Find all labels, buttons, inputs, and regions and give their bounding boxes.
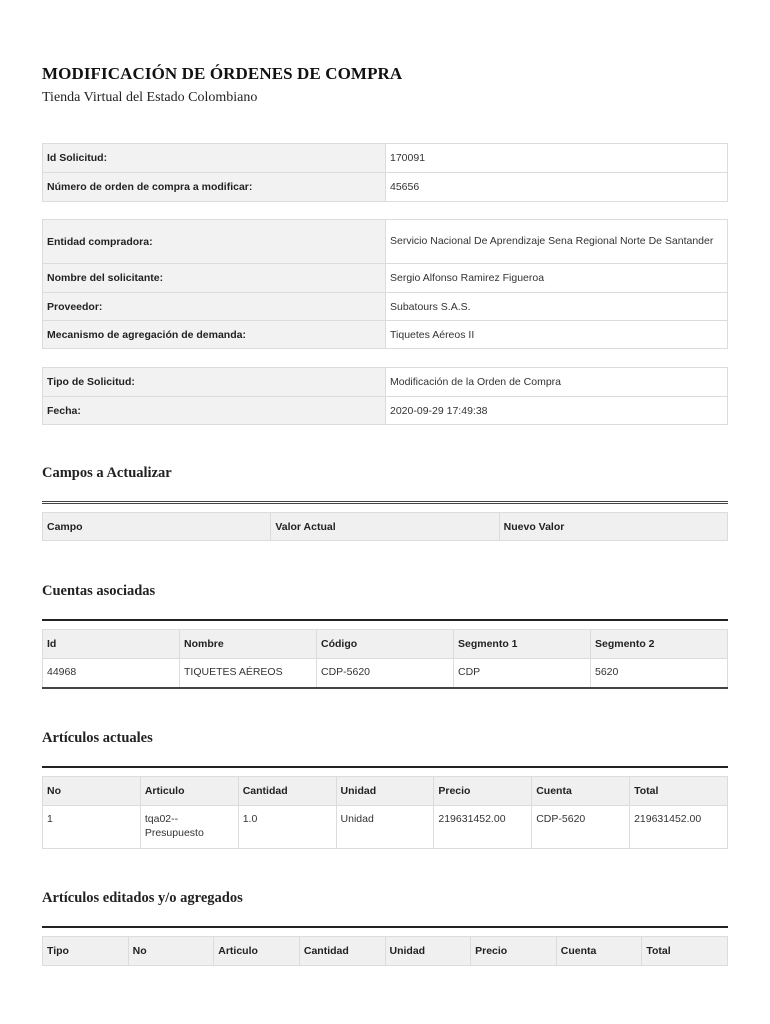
tipo-label: Tipo de Solicitud:	[43, 368, 386, 397]
table-header-row	[43, 630, 728, 659]
column-header: Valor Actual	[271, 513, 499, 541]
info-row	[43, 144, 728, 173]
section-divider	[42, 619, 728, 621]
column-header: Cuenta	[556, 937, 642, 966]
info-table-tipo	[42, 367, 728, 425]
info-row	[43, 397, 728, 425]
column-header: Total	[630, 777, 728, 806]
table-cell: 44968	[43, 659, 180, 688]
table-cell: 219631452.00	[434, 806, 532, 849]
articulos-actuales-table	[42, 776, 728, 849]
info-row	[43, 368, 728, 397]
mecanismo-value: Tiquetes Aéreos II	[386, 321, 728, 349]
table-cell: 5620	[591, 659, 728, 688]
info-row	[43, 220, 728, 264]
section-title-campos: Campos a Actualizar	[42, 465, 172, 481]
section-divider	[42, 501, 728, 504]
table-cell: CDP-5620	[317, 659, 454, 688]
solicitante-label: Nombre del solicitante:	[43, 264, 386, 293]
column-header: Unidad	[385, 937, 471, 966]
orden-label: Número de orden de compra a modificar:	[43, 173, 386, 202]
page-subtitle: Tienda Virtual del Estado Colombiano	[42, 90, 258, 105]
column-header: No	[43, 777, 141, 806]
column-header: Nombre	[180, 630, 317, 659]
proveedor-value: Subatours S.A.S.	[386, 293, 728, 321]
column-header: Total	[642, 937, 728, 966]
column-header: Segmento 1	[454, 630, 591, 659]
info-table-entidad	[42, 219, 728, 349]
entidad-value: Servicio Nacional De Aprendizaje Sena Regional Norte De Santander	[386, 220, 728, 264]
campos-table	[42, 512, 728, 541]
column-header: Cantidad	[238, 777, 336, 806]
page-title: MODIFICACIÓN DE ÓRDENES DE COMPRA	[42, 64, 403, 83]
column-header: Cantidad	[299, 937, 385, 966]
column-header: Código	[317, 630, 454, 659]
column-header: Tipo	[43, 937, 129, 966]
cuentas-table	[42, 629, 728, 689]
column-header: Precio	[434, 777, 532, 806]
orden-value: 45656	[386, 173, 728, 202]
column-header: Unidad	[336, 777, 434, 806]
section-title-cuentas: Cuentas asociadas	[42, 583, 156, 599]
table-cell: Unidad	[336, 806, 434, 849]
mecanismo-label: Mecanismo de agregación de demanda:	[43, 321, 386, 349]
column-header: Articulo	[140, 777, 238, 806]
column-header: Segmento 2	[591, 630, 728, 659]
table-header-row	[43, 777, 728, 806]
info-row	[43, 321, 728, 349]
column-header: Articulo	[214, 937, 300, 966]
section-title-articulos-editados: Artículos editados y/o agregados	[42, 890, 243, 906]
id-solicitud-value: 170091	[386, 144, 728, 173]
table-cell: CDP-5620	[532, 806, 630, 849]
table-cell: 1	[43, 806, 141, 849]
id-solicitud-label: Id Solicitud:	[43, 144, 386, 173]
column-header: No	[128, 937, 214, 966]
tipo-value: Modificación de la Orden de Compra	[386, 368, 728, 397]
info-row	[43, 264, 728, 293]
column-header: Cuenta	[532, 777, 630, 806]
column-header: Precio	[471, 937, 557, 966]
section-divider	[42, 766, 728, 768]
section-divider	[42, 926, 728, 928]
table-cell: CDP	[454, 659, 591, 688]
fecha-value: 2020-09-29 17:49:38	[386, 397, 728, 425]
column-header: Nuevo Valor	[499, 513, 727, 541]
info-row	[43, 173, 728, 202]
table-cell: 1.0	[238, 806, 336, 849]
solicitante-value: Sergio Alfonso Ramirez Figueroa	[386, 264, 728, 293]
proveedor-label: Proveedor:	[43, 293, 386, 321]
table-cell: tqa02-- Presupuesto	[140, 806, 238, 849]
entidad-label: Entidad compradora:	[43, 220, 386, 264]
section-title-articulos-actuales: Artículos actuales	[42, 730, 153, 746]
info-row	[43, 293, 728, 321]
table-row	[43, 806, 728, 849]
table-header-row	[43, 937, 728, 966]
column-header: Campo	[43, 513, 271, 541]
column-header: Id	[43, 630, 180, 659]
table-header-row	[43, 513, 728, 541]
info-table-solicitud	[42, 143, 728, 202]
table-cell: TIQUETES AÉREOS	[180, 659, 317, 688]
articulos-editados-table	[42, 936, 728, 966]
table-row	[43, 659, 728, 688]
table-cell: 219631452.00	[630, 806, 728, 849]
fecha-label: Fecha:	[43, 397, 386, 425]
